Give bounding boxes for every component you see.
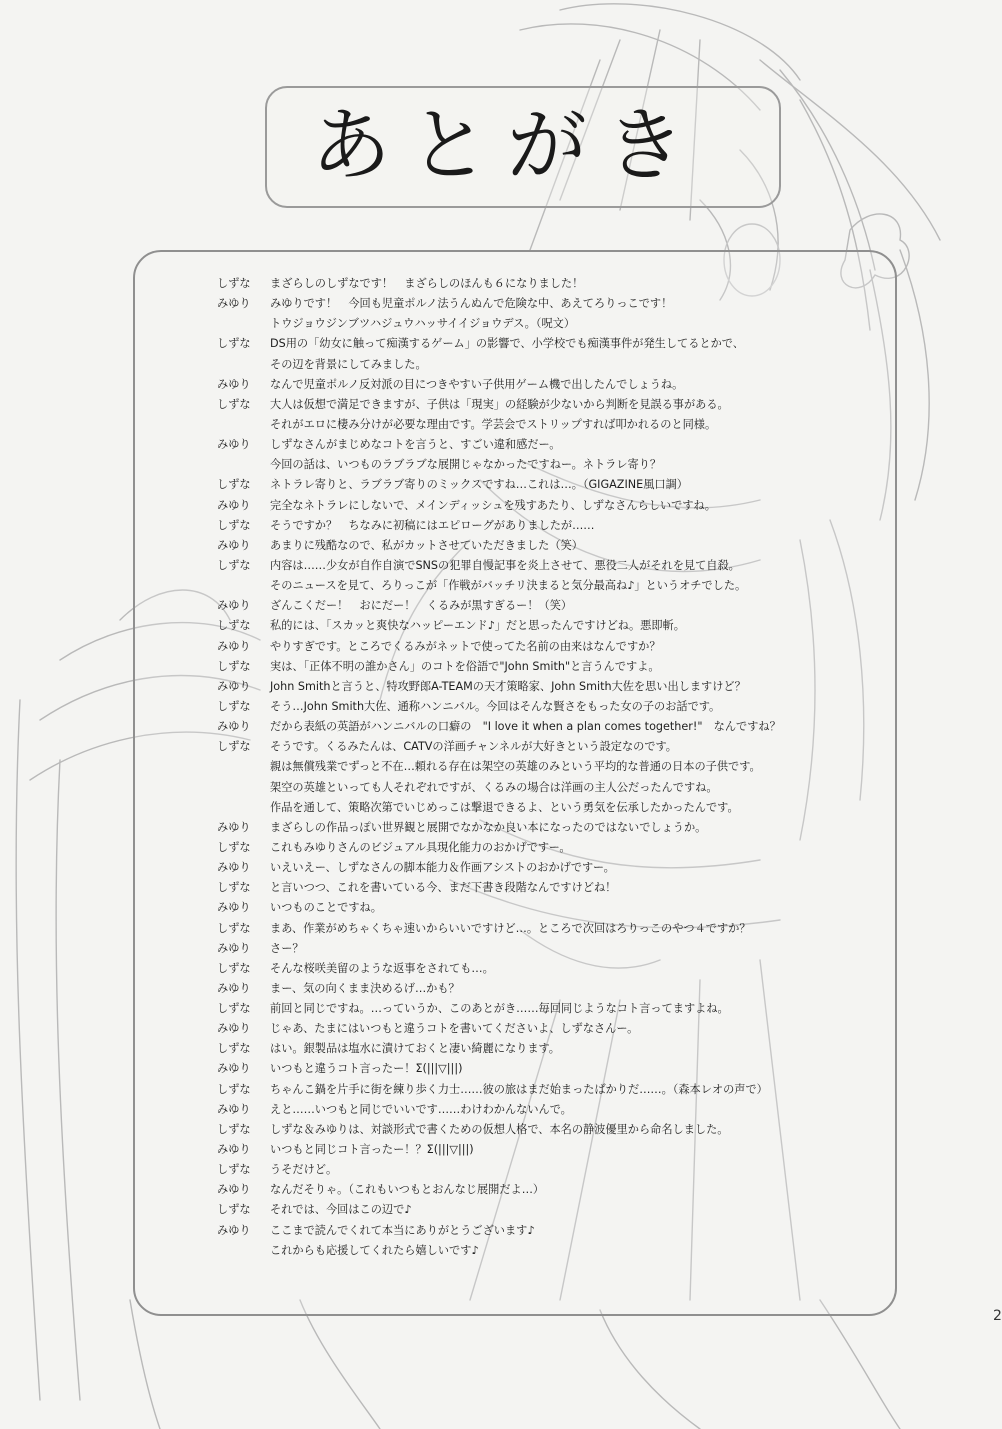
dialog-line	[217, 637, 867, 657]
dialog-line	[217, 334, 867, 354]
dialog-text: ネトラレ寄りと、ラブラブ寄りのミックスですね…これは…。（GIGAZINE風口調）	[270, 478, 688, 492]
dialog-text: DS用の「幼女に触って痴漢するゲーム」の影響で、小学校でも痴漢事件が発生してるとかで、	[270, 337, 744, 351]
speaker: みゆり	[217, 1223, 251, 1237]
dialog-text: 内容は……少女が自作自演でSNSの犯罪自慢記事を炎上させて、悪役二人がそれを見て自殺。	[270, 558, 740, 572]
dialog-line	[217, 435, 867, 455]
dialog-text: なんだそりゃ。（これもいつもとおんなじ展開だよ…）	[270, 1183, 545, 1197]
dialog-text: ちゃんこ鍋を片手に街を練り歩く力士……彼の旅はまだ始まったばかりだ……。（森本レオの声で）	[270, 1082, 768, 1096]
speaker: みゆり	[217, 498, 251, 512]
dialog-text: そうです。くるみたんは、CATVの洋画チャンネルが大好きという設定なのです。	[270, 740, 677, 754]
dialog-text: 架空の英雄といっても人それぞれですが、くるみの場合は洋画の主人公だったんですね。	[270, 780, 718, 794]
dialog-list	[217, 274, 867, 1261]
speaker: みゆり	[217, 720, 251, 734]
dialog-line	[217, 496, 867, 516]
speaker: しずな	[217, 1163, 251, 1177]
dialog-text: さー？	[270, 941, 304, 955]
speaker	[217, 778, 270, 798]
dialog-text: はい。銀製品は塩水に漬けておくと凄い綺麗になります。	[270, 1042, 560, 1056]
dialog-text: やりすぎです。ところでくるみがネットで使ってた名前の由来はなんですか？	[270, 639, 661, 653]
title-box	[265, 86, 781, 208]
dialog-line	[217, 778, 867, 798]
dialog-line	[217, 556, 867, 576]
speaker: しずな	[217, 1122, 251, 1136]
dialog-text: 作品を通して、策略次第でいじめっこは撃退できるよ、という勇気を伝承したかったんです。	[270, 800, 739, 814]
speaker: しずな	[217, 1203, 251, 1217]
dialog-text: まあ、作業がめちゃくちゃ速いからいいですけど…。ところで次回はろりっこのやつ４ですか？	[270, 921, 751, 935]
speaker: みゆり	[217, 1183, 251, 1197]
dialog-text: トウジョウジンブツハジュウハッサイイジョウデス。（呪文）	[270, 317, 576, 331]
speaker: しずな	[217, 699, 251, 713]
dialog-text: これからも応援してくれたら嬉しいです♪	[270, 1243, 479, 1257]
dialog-line	[217, 697, 867, 717]
dialog-text: みゆりです！ 今回も児童ポルノ法うんぬんで危険な中、あえてろりっこです！	[270, 297, 673, 311]
dialog-text: そう…John Smith大佐、通称ハンニバル。今回はそんな賢さをもった女の子のお話です。	[270, 699, 721, 713]
speaker	[217, 355, 270, 375]
speaker	[217, 1241, 270, 1261]
speaker	[217, 798, 270, 818]
speaker	[217, 757, 270, 777]
speaker: しずな	[217, 558, 251, 572]
dialog-line	[217, 798, 867, 818]
speaker: しずな	[217, 518, 251, 532]
speaker: みゆり	[217, 981, 251, 995]
dialog-line	[217, 355, 867, 375]
dialog-line	[217, 1221, 867, 1241]
dialog-line	[217, 657, 867, 677]
speaker: みゆり	[217, 377, 251, 391]
dialog-line	[217, 1200, 867, 1220]
dialog-line	[217, 314, 867, 334]
dialog-text: ざんこくだー！ おにだー！ くるみが黒すぎるー！（笑）	[270, 599, 573, 613]
dialog-text: それがエロに棲み分けが必要な理由です。学芸会でストリップすれば叩かれるのと同様。	[270, 417, 717, 431]
dialog-line	[217, 1160, 867, 1180]
dialog-text: John Smithと言うと、特攻野郎A-TEAMの天才策略家、John Smith大佐を思い出しますけど？	[270, 679, 746, 693]
speaker	[217, 576, 270, 596]
dialog-text: えと……いつもと同じでいいです……わけわかんないんで。	[270, 1102, 572, 1116]
page-title: あとがき	[311, 99, 703, 192]
dialog-text: ここまで読んでくれて本当にありがとうございます♪	[270, 1223, 535, 1237]
speaker: みゆり	[217, 1143, 251, 1157]
speaker: しずな	[217, 921, 251, 935]
dialog-text: その辺を背景にしてみました。	[270, 357, 427, 371]
speaker: しずな	[217, 277, 251, 290]
dialog-line	[217, 878, 867, 898]
dialog-line	[217, 1180, 867, 1200]
speaker: しずな	[217, 881, 251, 895]
speaker: しずな	[217, 1042, 251, 1056]
dialog-line	[217, 919, 867, 939]
speaker: みゆり	[217, 639, 251, 653]
dialog-line	[217, 616, 867, 636]
dialog-text: だから表紙の英語がハンニバルの口癖の "I love it when a plan comes together!" なんですね？	[270, 720, 781, 734]
dialog-line	[217, 415, 867, 435]
speaker: しずな	[217, 740, 251, 754]
dialog-text: しずなさんがまじめなコトを言うと、すごい違和感だー。	[270, 438, 561, 452]
dialog-text: いつもと同じコト言ったー！？Σ(|||▽|||)	[270, 1143, 474, 1157]
dialog-text: これもみゆりさんのビジュアル具現化能力のおかげですー。	[270, 840, 571, 854]
speaker: しずな	[217, 659, 251, 673]
speaker: みゆり	[217, 861, 251, 875]
dialog-line	[217, 274, 867, 294]
speaker: みゆり	[217, 1022, 251, 1036]
dialog-line	[217, 1019, 867, 1039]
dialog-text: 親は無償残業でずっと不在…頼れる存在は架空の英雄のみという平均的な普通の日本の子供です。	[270, 760, 761, 774]
dialog-line	[217, 999, 867, 1019]
dialog-line	[217, 737, 867, 757]
dialog-line	[217, 576, 867, 596]
speaker: しずな	[217, 478, 251, 492]
dialog-text: うそだけど。	[270, 1163, 338, 1177]
dialog-line	[217, 979, 867, 999]
dialog-line	[217, 959, 867, 979]
speaker: みゆり	[217, 941, 251, 955]
speaker: みゆり	[217, 1102, 251, 1116]
dialog-line	[217, 898, 867, 918]
page-number: 2	[993, 1308, 1002, 1324]
speaker: しずな	[217, 1002, 251, 1016]
dialog-line	[217, 818, 867, 838]
dialog-line	[217, 596, 867, 616]
speaker: しずな	[217, 619, 251, 633]
dialog-line	[217, 516, 867, 536]
dialog-text: まざらしの作品っぽい世界観と展開でなかなか良い本になったのではないでしょうか。	[270, 820, 707, 834]
dialog-text: 今回の話は、いつものラブラブな展開じゃなかったですねー。ネトラレ寄り？	[270, 458, 662, 472]
dialog-text: そんな桜咲美留のような返事をされても…。	[270, 961, 494, 975]
dialog-line	[217, 1120, 867, 1140]
speaker	[217, 455, 270, 475]
speaker: みゆり	[217, 679, 251, 693]
dialog-text: じゃあ、たまにはいつもと違うコトを書いてくださいよ、しずなさんー。	[270, 1022, 639, 1036]
speaker: しずな	[217, 961, 251, 975]
speaker: みゆり	[217, 538, 251, 552]
dialog-text: あまりに残酷なので、私がカットさせていただきました（笑）	[270, 538, 583, 552]
dialog-text: いつものことですね。	[270, 901, 382, 915]
dialog-line	[217, 717, 867, 737]
dialog-text: 大人は仮想で満足できますが、子供は「現実」の経験が少ないから判断を見誤る事がある。	[270, 397, 729, 411]
dialog-text: 実は、「正体不明の誰かさん」のコトを俗語で"John Smith"と言うんですよ。	[270, 659, 660, 673]
speaker: みゆり	[217, 599, 251, 613]
speaker: しずな	[217, 840, 251, 854]
dialog-text: なんで児童ポルノ反対派の目につきやすい子供用ゲーム機で出したんでしょうね。	[270, 377, 684, 391]
dialog-text: まー、気の向くまま決めるげ…かも？	[270, 981, 460, 995]
dialog-line	[217, 294, 867, 314]
dialog-line	[217, 757, 867, 777]
dialog-line	[217, 1080, 867, 1100]
speaker: みゆり	[217, 820, 251, 834]
speaker	[217, 314, 270, 334]
speaker: しずな	[217, 337, 251, 351]
speaker: しずな	[217, 397, 251, 411]
dialog-text: 私的には、「スカッと爽快なハッピーエンド♪」だと思ったんですけどね。悪即斬。	[270, 619, 685, 633]
dialog-text: と言いつつ、これを書いている今、まだ下書き段階なんですけどね！	[270, 881, 617, 895]
speaker: しずな	[217, 1082, 251, 1096]
dialog-text: そうですか？ ちなみに初稿にはエピローグがありましたが……	[270, 518, 595, 532]
speaker	[217, 415, 270, 435]
speaker: みゆり	[217, 297, 251, 311]
dialog-line	[217, 1039, 867, 1059]
dialog-line	[217, 375, 867, 395]
dialog-text: いえいえー、しずなさんの脚本能力＆作画アシストのおかげですー。	[270, 861, 615, 875]
dialog-line	[217, 475, 867, 495]
dialog-text: まざらしのしずなです！ まざらしのほんも６になりました！	[270, 277, 584, 290]
dialog-text: 前回と同じですね。…っていうか、このあとがき……毎回同じようなコト言ってますよね。	[270, 1002, 729, 1016]
speaker: みゆり	[217, 1062, 251, 1076]
dialog-text: それでは、今回はこの辺で♪	[270, 1203, 412, 1217]
dialog-line	[217, 536, 867, 556]
dialog-text: いつもと違うコト言ったー！Σ(|||▽|||)	[270, 1062, 463, 1076]
dialog-text: しずな＆みゆりは、対談形式で書くための仮想人格で、本名の静波優里から命名しました。	[270, 1122, 729, 1136]
dialog-line	[217, 677, 867, 697]
dialog-text: そのニュースを見て、ろりっこが「作戦がバッチリ決まると気分最高ね♪」というオチでした。	[270, 579, 747, 593]
dialog-line	[217, 858, 867, 878]
afterword-dialog-box	[133, 250, 897, 1316]
dialog-line	[217, 395, 867, 415]
speaker: みゆり	[217, 901, 251, 915]
dialog-line	[217, 455, 867, 475]
dialog-line	[217, 1241, 867, 1261]
speaker: みゆり	[217, 438, 251, 452]
dialog-line	[217, 838, 867, 858]
dialog-line	[217, 1140, 867, 1160]
dialog-line	[217, 939, 867, 959]
dialog-line	[217, 1100, 867, 1120]
dialog-text: 完全なネトラレにしないで、メインディッシュを残すあたり、しずなさんらしいですね。	[270, 498, 716, 512]
dialog-line	[217, 1059, 867, 1079]
